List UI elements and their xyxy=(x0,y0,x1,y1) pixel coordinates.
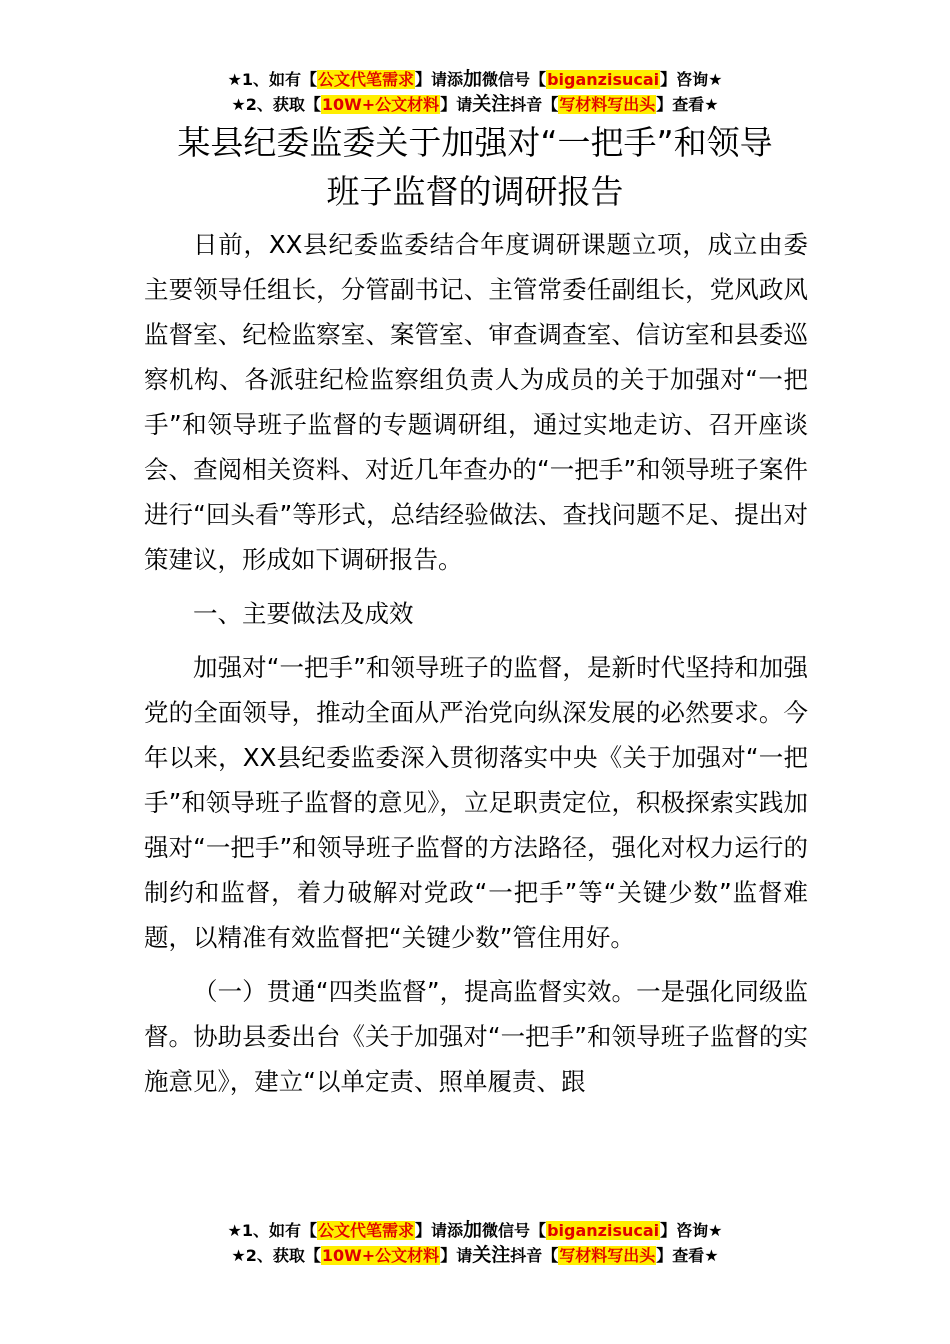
promo-text: 关注 xyxy=(472,1244,511,1266)
promo-highlight: 10W+公文材料 xyxy=(321,95,440,114)
section-heading: 一、主要做法及成效 xyxy=(193,599,414,628)
paragraph-2: 加强对“一把手”和领导班子的监督，是新时代坚持和加强党的全面领导，推动全面从严治党向纵深发展的必然要求。今年以来，XX县纪委监委深入贯彻落实中央《关于加强对“一把手”和领导班子监督的意见》，立足职责定位，积极探索实践加强对“一把手”和领导班子监督的方法路径，强化对权力运行的制约和监督，着力破解对党政“一把手”等“关键少数”监督难题，以精准有效监督把“关键少数”管住用好。 xyxy=(144,653,808,952)
document-body xyxy=(144,222,808,1113)
promo-text: 微信号【 xyxy=(482,1221,547,1240)
promo-highlight: 10W+公文材料 xyxy=(321,1246,440,1265)
promo-text: ★2、获取【 xyxy=(231,1246,321,1265)
promo-text: 】请添 xyxy=(415,70,464,89)
promo-text: 抖音【 xyxy=(510,95,559,114)
promo-line-1 xyxy=(0,67,950,92)
promo-text: ★1、如有【 xyxy=(227,70,317,89)
promo-line-1 xyxy=(0,1218,950,1243)
promo-text: ★1、如有【 xyxy=(227,1221,317,1240)
promo-line-2 xyxy=(0,1243,950,1268)
promo-line-2 xyxy=(0,92,950,117)
promo-text: 关注 xyxy=(472,93,511,115)
title-line-1: 某县纪委监委关于加强对“一把手”和领导 xyxy=(177,123,773,162)
promo-wechat-id: biganzisucai xyxy=(547,70,660,89)
promo-text: 】请添 xyxy=(415,1221,464,1240)
promo-wechat-id: biganzisucai xyxy=(547,1221,660,1240)
promo-banner-top xyxy=(0,67,950,117)
title-line-2: 班子监督的调研报告 xyxy=(326,172,624,211)
promo-douyin-id: 写材料写出头 xyxy=(559,1246,656,1265)
paragraph-intro: 日前，XX县纪委监委结合年度调研课题立项，成立由委主要领导任组长，分管副书记、主管常委任副组长，党风政风监督室、纪检监察室、案管室、审查调查室、信访室和县委巡察机构、各派驻纪检监察组负责人为成员的关于加强对“一把手”和领导班子监督的专题调研组，通过实地走访、召开座谈会、查阅相关资料、对近几年查办的“一把手”和领导班子案件进行“回头看”等形式，总结经验做法、查找问题不足、提出对策建议，形成如下调研报告。 xyxy=(144,230,808,574)
promo-text: ★2、获取【 xyxy=(231,95,321,114)
promo-text: 】查看★ xyxy=(656,95,719,114)
promo-text: 微信号【 xyxy=(482,70,547,89)
promo-text: 】请 xyxy=(440,1246,473,1265)
promo-text: 】咨询★ xyxy=(660,70,723,89)
document-title xyxy=(140,118,810,216)
promo-text: 】请 xyxy=(440,95,473,114)
promo-text: 】咨询★ xyxy=(660,1221,723,1240)
promo-highlight: 公文代笔需求 xyxy=(318,70,415,89)
promo-douyin-id: 写材料写出头 xyxy=(559,95,656,114)
paragraph-3: （一）贯通“四类监督”，提高监督实效。一是强化同级监督。协助县委出台《关于加强对“一把手”和领导班子监督的实施意见》，建立“以单定责、照单履责、跟 xyxy=(144,977,808,1096)
promo-text: 加 xyxy=(463,1219,483,1241)
promo-text: 】查看★ xyxy=(656,1246,719,1265)
promo-banner-bottom xyxy=(0,1218,950,1268)
promo-text: 抖音【 xyxy=(510,1246,559,1265)
promo-highlight: 公文代笔需求 xyxy=(318,1221,415,1240)
promo-text: 加 xyxy=(463,68,483,90)
